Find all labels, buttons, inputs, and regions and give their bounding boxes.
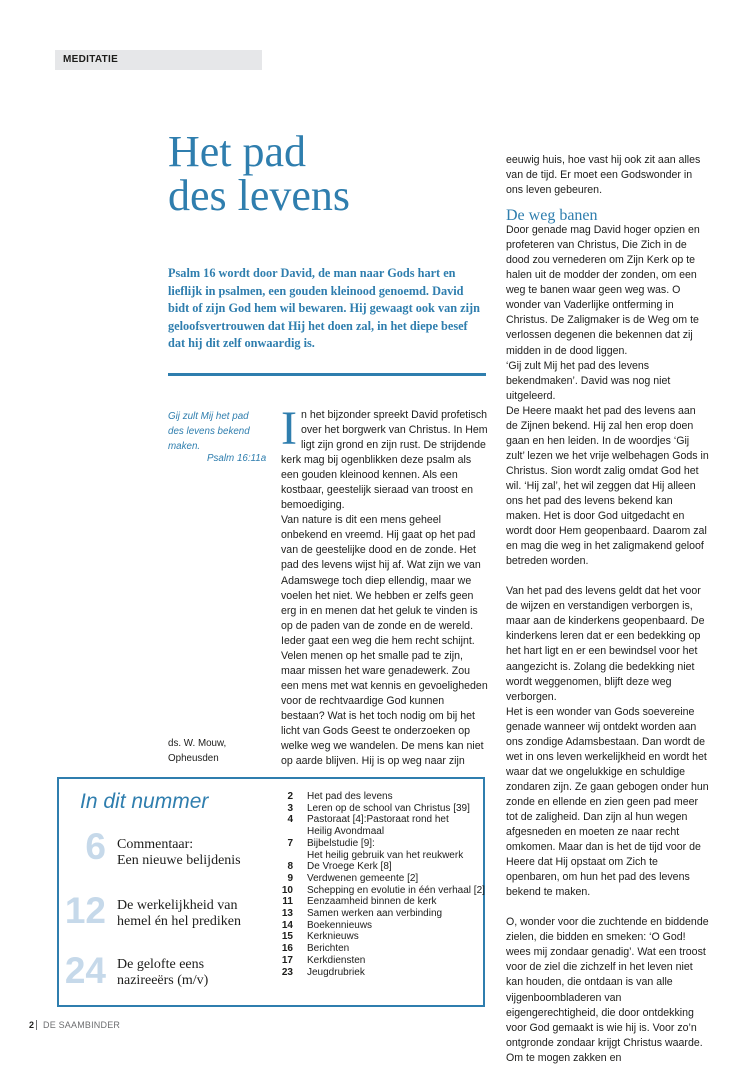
author-location: Opheusden bbox=[168, 753, 219, 764]
article-intro: Psalm 16 wordt door David, de man naar Gods hart en lieflijk in psalmen, een gouden kleinood genoemd. David bidt of zijn God hem wil bewaren. Hij gewaagt ook van zijn geloofsvertrouwen dat Hij het doen zal, in het diepe besef dat hij dit zelf onwaardig is. bbox=[168, 266, 480, 351]
toc-item[interactable] bbox=[270, 885, 485, 897]
toc-title: Het pad des levens bbox=[307, 791, 393, 802]
drop-cap: I bbox=[281, 402, 297, 455]
toc-item[interactable] bbox=[270, 920, 485, 932]
featured-title-line2: hemel én hel prediken bbox=[117, 914, 242, 929]
toc-item[interactable] bbox=[270, 873, 485, 885]
paragraph: Van nature is dit een mens geheel onbekend en vreemd. Hij gaat op het pad van de geestelijke dood en de zonde. Het pad des levens wijst hij af. Wat zijn we van Adamswege toch diep ellendig, maar we voelen het niet. We hebben er zelfs geen erg in en menen dat het geluk te vinden is op de paden van de zonde en de wereld. Ieder gaat een weg die hem recht schijnt. bbox=[281, 514, 481, 647]
article-column-2 bbox=[506, 153, 710, 1066]
toc-item[interactable] bbox=[270, 803, 485, 815]
toc-item[interactable] bbox=[270, 943, 485, 955]
toc-item[interactable] bbox=[270, 896, 485, 908]
toc-page-number: 15 bbox=[281, 931, 293, 943]
paragraph: ‘Gij zult Mij het pad des levens bekendmaken’. David was nog niet uitgeleerd. bbox=[506, 359, 671, 402]
toc-title: Eenzaamheid binnen de kerk bbox=[307, 896, 437, 908]
toc-title: Heilig Avondmaal bbox=[307, 826, 385, 838]
featured-article[interactable] bbox=[117, 957, 208, 989]
toc-page-number: 3 bbox=[287, 802, 293, 814]
featured-page-number: 24 bbox=[64, 950, 106, 991]
paragraph: Het is een wonder van Gods soevereine genade wanneer wij ontdekt worden aan ons zondige Adamsbestaan. Dan wordt de wet in ons leven werkelijkheid en wordt het waar dat we ongelukkige en schuldige zondaren zijn. Ze gaan gebogen onder hun zonde en ellende en zien geen pad meer tot de zaligheid. Dan zijn al hun wegen afgesneden en moeten ze naar recht omkomen. Maar dan is het de tijd voor de Heere dat Hij opstaat om Zich te openbaren, om hun het pad des levens bekend te maken. bbox=[506, 705, 709, 899]
toc-title: Pastoraat [4]:Pastoraat rond het bbox=[307, 814, 449, 826]
featured-title-line2: nazireeërs (m/v) bbox=[117, 973, 209, 988]
contents-heading: In dit nummer bbox=[80, 790, 209, 813]
featured-title-line1: Commentaar: bbox=[117, 837, 194, 852]
toc-page-number: 8 bbox=[287, 861, 293, 873]
featured-page-number: 6 bbox=[85, 826, 106, 867]
subheading: De weg banen bbox=[506, 207, 598, 225]
toc-item-continued[interactable] bbox=[270, 850, 485, 862]
toc-page-number: 17 bbox=[281, 954, 293, 966]
author-byline bbox=[168, 736, 226, 766]
table-of-contents bbox=[270, 791, 485, 978]
toc-item[interactable] bbox=[270, 955, 485, 967]
toc-item[interactable] bbox=[270, 838, 485, 850]
toc-item-continued[interactable] bbox=[270, 826, 485, 838]
toc-page-number: 4 bbox=[287, 814, 293, 826]
toc-title: Berichten bbox=[307, 943, 350, 955]
toc-page-number: 2 bbox=[287, 791, 293, 802]
toc-title: De Vroege Kerk [8] bbox=[307, 861, 392, 873]
toc-title: Bijbelstudie [9]: bbox=[307, 837, 375, 849]
toc-item[interactable] bbox=[270, 908, 485, 920]
toc-title: Jeugdrubriek bbox=[307, 966, 365, 978]
toc-item[interactable] bbox=[270, 814, 485, 826]
pull-quote-reference: Psalm 16:11a bbox=[207, 453, 267, 464]
featured-article[interactable] bbox=[117, 898, 241, 930]
page-number: 2 bbox=[29, 1020, 35, 1030]
toc-title: Verdwenen gemeente [2] bbox=[307, 872, 419, 884]
footer-divider bbox=[36, 1020, 37, 1030]
toc-page-number: 11 bbox=[282, 896, 293, 908]
magazine-name: DE SAAMBINDER bbox=[43, 1020, 121, 1030]
featured-page-number: 12 bbox=[64, 890, 106, 931]
paragraph: O, wonder voor die zuchtende en biddende zielen, die bidden en smeken: ‘O God! wees mij zondaar genadig’. Wat een troost voor de ziel die zichzelf in het leven niet kan houden, die ontdaan is van alle vijgenboombladeren van eigengerechtigheid, die door ontdekking voor God gemaakt is wie hij is. Voor zo’n ontgronde zondaar krijgt Christus waarde. Om te mogen zakken en bbox=[506, 916, 709, 1064]
toc-page-number: 13 bbox=[281, 908, 293, 920]
toc-title: Schepping en evolutie in één verhaal [2] bbox=[307, 884, 485, 896]
toc-title: Boekennieuws bbox=[307, 919, 373, 931]
paragraph: Van het pad des levens geldt dat het voor de wijzen en verstandigen verborgen is, maar aan de kinderkens geopenbaard. De kinderkens leren dat er een bedekking op het hart ligt en er een bewindsel voor het aangezicht is. Zolang die bedekking niet wordt weggenomen, blijft deze weg verborgen. bbox=[506, 585, 705, 703]
toc-page-number: 14 bbox=[281, 919, 293, 931]
toc-item[interactable] bbox=[270, 791, 485, 803]
toc-page-number: 10 bbox=[281, 884, 293, 896]
toc-page-number: 23 bbox=[281, 966, 293, 978]
toc-title: Samen werken aan verbinding bbox=[307, 908, 443, 920]
toc-page-number bbox=[270, 826, 293, 838]
paragraph: eeuwig huis, hoe vast hij ook zit aan alles van de tijd. Er moet een Godswonder in ons leven gebeuren. bbox=[506, 154, 701, 197]
featured-title-line1: De werkelijkheid van bbox=[117, 898, 238, 913]
section-tag bbox=[55, 50, 262, 70]
paragraph: De Heere maakt het pad des levens aan de Zijnen bekend. Hij zal hen erop doen gaan en hen leiden. In de woordjes ‘Gij zult’ lezen we het vrije welbehagen Gods in Christus. Sion wordt zalig omdat God het wil. ‘Hij zal’, het wil zeggen dat Hij alleen ons het pad des levens bekend kan maken. Het is door God uitgedacht en wordt door Hem geopenbaard. Daarom zal en mag die weg in het zaligmakend geloof betreden worden. bbox=[506, 404, 709, 568]
toc-page-number: 9 bbox=[287, 872, 293, 884]
article-title bbox=[168, 127, 488, 220]
toc-title: Het heilig gebruik van het reukwerk bbox=[307, 849, 464, 861]
featured-title-line2: Een nieuwe belijdenis bbox=[117, 853, 241, 868]
toc-item[interactable] bbox=[270, 931, 485, 943]
toc-item[interactable] bbox=[270, 967, 485, 979]
author-name: ds. W. Mouw, bbox=[168, 738, 227, 749]
paragraph bbox=[281, 402, 488, 513]
toc-title: Kerkdiensten bbox=[307, 954, 366, 966]
pull-quote: Gij zult Mij het pad des levens bekend maken. bbox=[168, 411, 250, 452]
toc-title: Kerknieuws bbox=[307, 931, 359, 943]
intro-divider bbox=[168, 373, 486, 376]
paragraph: Door genade mag David hoger opzien en profeteren van Christus, Die Zich in de dood zou vernederen om Zijn Kerk op te halen uit de modder der zonden, om een weg te banen waar geen weg was. O wonder van Vaderlijke ontferming in Christus. De Zaligmaker is de Weg om te verlossen degenen die bekennen dat zij midden in de dood liggen. bbox=[506, 224, 700, 357]
article-title-line1: Het pad bbox=[168, 127, 307, 176]
toc-title: Leren op de school van Christus [39] bbox=[307, 802, 470, 814]
toc-page-number: 7 bbox=[287, 837, 293, 849]
toc-page-number bbox=[270, 850, 293, 862]
section-tag-label: MEDITATIE bbox=[63, 54, 119, 65]
featured-article[interactable] bbox=[117, 837, 241, 869]
toc-item[interactable] bbox=[270, 861, 485, 873]
featured-title-line1: De gelofte eens bbox=[117, 957, 205, 972]
paragraph-text: n het bijzonder spreekt David profetisch over het borgwerk van Christus. In Hem ligt zijn grond en zijn rust. De strijdende kerk mag bij ogenblikken deze psalm als een gouden kleinood kennen. Als een kostbaar, geestelijk sieraad van troost en bemoediging. bbox=[281, 409, 488, 512]
toc-page-number: 16 bbox=[281, 943, 293, 955]
article-title-line2: des levens bbox=[168, 171, 351, 220]
article-column-1 bbox=[281, 402, 488, 769]
paragraph: Velen menen op het smalle pad te zijn, maar missen het ware genadewerk. Zou een mens met wat kennis en gevoeligheden voor de rechtvaardige God kunnen bestaan? Wat is het toch nodig om bij het licht van Gods Geest te onderzoeken op welke weg we wandelen. De mens kan niet op aarde blijven. Hij is op weg naar zijn bbox=[281, 649, 488, 768]
